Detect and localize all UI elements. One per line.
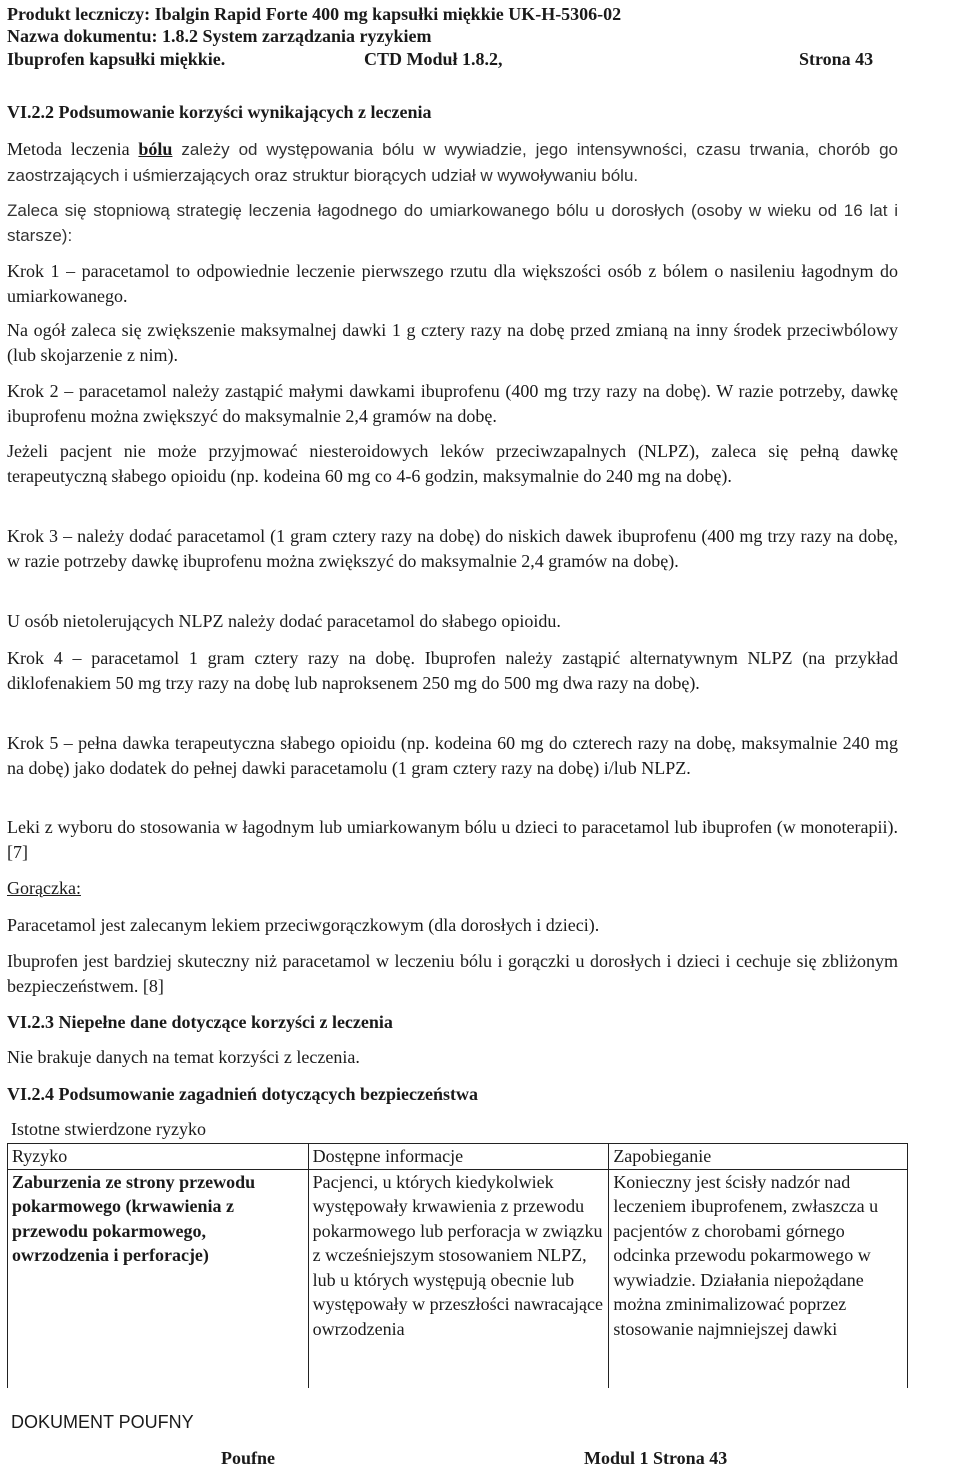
section-title-missing-data: VI.2.3 Niepełne dane dotyczące korzyści z leczenia (7, 1012, 393, 1032)
paragraph-missing-data: Nie brakuje danych na temat korzyści z leczenia. (7, 1047, 360, 1067)
paragraph-nlpz-opioid: U osób nietolerujących NLPZ należy dodać paracetamol do słabego opioidu. (7, 611, 561, 631)
section-title-safety-summary: VI.2.4 Podsumowanie zagadnień dotyczących bezpieczeństwa (7, 1084, 478, 1104)
intro-paragraph (7, 137, 898, 188)
fever-heading: Gorączka: (7, 878, 81, 898)
section-title-benefits: VI.2.2 Podsumowanie korzyści wynikających z leczenia (7, 102, 432, 122)
table-header-row (8, 1144, 908, 1170)
cell-prevention: Konieczny jest ścisły nadzór nad leczeniem ibuprofenem, zwłaszcza u pacjentów z chorobami górnego odcinka przewodu pokarmowego w wywiadzie. Działania niepożądane można zminimalizować poprzez stosowanie najmniejszej dawki (609, 1169, 908, 1388)
table-caption: Istotne stwierdzone ryzyko (11, 1119, 206, 1139)
paragraph-nsaid-intolerance: Jeżeli pacjent nie może przyjmować niesteroidowych leków przeciwzapalnych (NLPZ), zaleca się pełną dawkę terapeutyczną słabego opioidu (np. kodeina 60 mg co 4-6 godzin, maksymalnie do 240 mg na dobę). (7, 441, 898, 486)
paragraph-step2: Krok 2 – paracetamol należy zastąpić małymi dawkami ibuprofenu (400 mg trzy razy na dobę). W razie potrzeby, dawkę ibuprofenu można zwiększyć do maksymalnie 2,4 gramów na dobę. (7, 381, 898, 426)
footer-confidential: DOKUMENT POUFNY (11, 1412, 194, 1432)
paragraph-max-dose: Na ogół zaleca się zwiększenie maksymalnej dawki 1 g cztery razy na dobę przed zmianą na inny środek przeciwbólowy (lub skojarzenie z nim). (7, 320, 898, 365)
paragraph-step5: Krok 5 – pełna dawka terapeutyczna słabego opioidu (np. kodeina 60 mg do czterech razy na dobę, maksymalnie 240 mg na dobę) jako dodatek do pełnej dawki paracetamolu (1 gram cztery razy na dobę) i/lub NLPZ. (7, 733, 898, 778)
table-row (8, 1169, 908, 1388)
intro-text-rest: zależy od występowania bólu w wywiadzie, jego intensywności, czasu trwania, chorób go zaostrzających i uśmierzających oraz struktur biorących udział w wywoływaniu bólu. (7, 140, 898, 185)
paragraph-strategy: Zaleca się stopniową strategię leczenia łagodnego do umiarkowanego bólu u dorosłych (osoby w wieku od 16 lat i starsze): (7, 201, 898, 245)
cell-risk: Zaburzenia ze strony przewodu pokarmowego (krwawienia z przewodu pokarmowego, owrzodzenia i perforacje) (8, 1169, 309, 1388)
paragraph-children: Leki z wyboru do stosowania w łagodnym lub umiarkowanym bólu u dzieci to paracetamol lub ibuprofen (w monoterapii). [7] (7, 817, 898, 862)
header-substance: Ibuprofen kapsułki miękkie. (7, 49, 226, 69)
header-product-line: Produkt leczniczy: Ibalgin Rapid Forte 400 mg kapsułki miękkie UK-H-5306-02 (7, 4, 622, 24)
column-header-prevention: Zapobieganie (609, 1144, 908, 1170)
risk-table (7, 1143, 908, 1388)
paragraph-fever-paracetamol: Paracetamol jest zalecanym lekiem przeciwgorączkowym (dla dorosłych i dzieci). (7, 915, 600, 935)
column-header-info: Dostępne informacje (308, 1144, 609, 1170)
cell-info: Pacjenci, u których kiedykolwiek występowały krwawienia z przewodu pokarmowego lub perforacja w związku z wcześniejszym stosowaniem NLPZ, lub u których występują obecnie lub występowały w przeszłości nawracające owrzodzenia (308, 1169, 609, 1388)
intro-bold-word: bólu (138, 139, 173, 159)
header-page-number: Strona 43 (799, 49, 874, 69)
column-header-risk: Ryzyko (8, 1144, 309, 1170)
paragraph-step3: Krok 3 – należy dodać paracetamol (1 gram cztery razy na dobę) do niskich dawek ibuprofenu (400 mg trzy razy na dobę, w razie potrzeby dawkę ibuprofenu można zwiększyć do maksymalnie 2,4 gramów na dobę). (7, 526, 898, 571)
footer-page: Modul 1 Strona 43 (584, 1448, 728, 1468)
paragraph-fever-ibuprofen: Ibuprofen jest bardziej skuteczny niż paracetamol w leczeniu bólu i gorączki u dorosłych i dzieci i cechuje się zbliżonym bezpieczeństwem. [8] (7, 951, 898, 996)
header-ctd-module: CTD Moduł 1.8.2, (364, 49, 503, 69)
paragraph-step4: Krok 4 – paracetamol 1 gram cztery razy na dobę. Ibuprofen należy zastąpić alternatywnym NLPZ (na przykład diklofenakiem 50 mg trzy razy na dobę lub naproksenem 250 mg do 500 mg dwa razy na dobę). (7, 648, 898, 693)
paragraph-step1: Krok 1 – paracetamol to odpowiednie leczenie pierwszego rzutu dla większości osób z bólem o nasileniu łagodnym do umiarkowanego. (7, 261, 898, 306)
footer-center: Poufne (221, 1448, 275, 1468)
header-document-name: Nazwa dokumentu: 1.8.2 System zarządzania ryzykiem (7, 26, 432, 46)
intro-text-start: Metoda leczenia (7, 139, 139, 159)
